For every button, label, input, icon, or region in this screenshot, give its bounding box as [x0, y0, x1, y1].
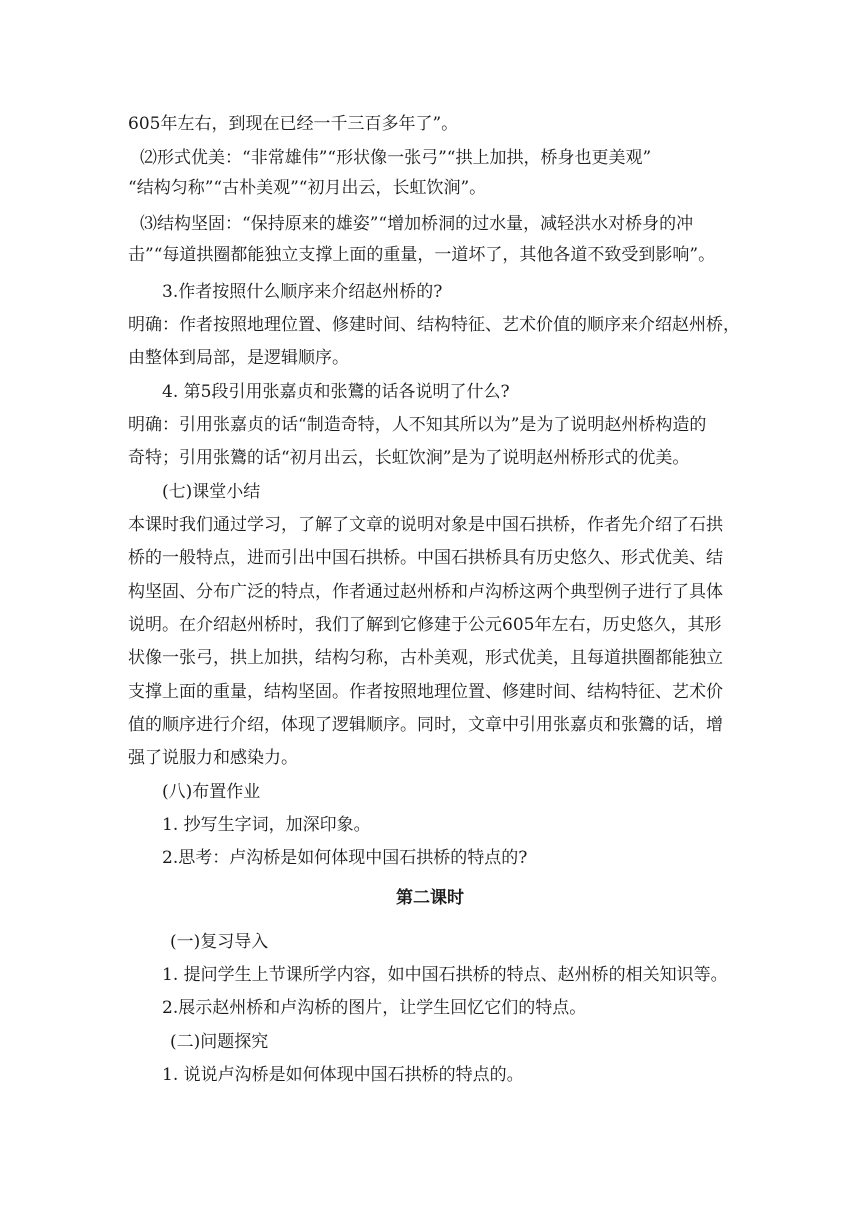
text-line: 说明。在介绍赵州桥时，我们了解到它修建于公元605年左右，历史悠久，其形	[128, 615, 722, 635]
text-line: 构坚固、分布广泛的特点，作者通过赵州桥和卢沟桥这两个典型例子进行了具体	[128, 582, 723, 602]
section-heading: (二)问题探究	[170, 1032, 269, 1052]
text-line: 奇特；引用张鷟的话“初月出云，长虹饮涧”是为了说明赵州桥形式的优美。	[128, 448, 690, 468]
text-line: “结构匀称”“古朴美观”“初月出云，长虹饮涧”。	[128, 178, 487, 198]
text-line: 击”“每道拱圈都能独立支撑上面的重量，一道坏了，其他各道不致受到影响”。	[128, 245, 716, 265]
lesson-title: 第二课时	[396, 888, 464, 908]
section-heading: (八)布置作业	[162, 782, 261, 802]
list-item: 1. 抄写生字词，加深印象。	[162, 815, 371, 835]
text-line: 状像一张弓，拱上加拱，结构匀称，古朴美观，形式优美，且每道拱圈都能独立	[128, 648, 723, 668]
list-item: 1. 说说卢沟桥是如何体现中国石拱桥的特点的。	[162, 1065, 524, 1085]
text-line: ⑶结构坚固：“保持原来的雄姿”“增加桥洞的过水量，减轻洪水对桥身的冲	[140, 214, 694, 234]
section-heading: (一)复习导入	[170, 932, 269, 952]
text-line: 强了说服力和感染力。	[128, 748, 298, 768]
text-line: 605年左右，到现在已经一千三百多年了”。	[128, 114, 459, 134]
text-line: ⑵形式优美：“非常雄伟”“形状像一张弓”“拱上加拱，桥身也更美观”	[140, 148, 652, 168]
list-item: 2.思考：卢沟桥是如何体现中国石拱桥的特点的?	[162, 848, 528, 868]
text-line: 值的顺序进行介绍，体现了逻辑顺序。同时，文章中引用张嘉贞和张鷟的话，增	[128, 715, 723, 735]
text-line: 明确：作者按照地理位置、修建时间、结构特征、艺术价值的顺序来介绍赵州桥，	[128, 315, 740, 335]
question-heading: 4. 第5段引用张嘉贞和张鷟的话各说明了什么?	[162, 382, 510, 402]
text-line: 本课时我们通过学习，了解了文章的说明对象是中国石拱桥，作者先介绍了石拱	[128, 515, 723, 535]
text-line: 支撑上面的重量，结构坚固。作者按照地理位置、修建时间、结构特征、艺术价	[128, 682, 723, 702]
question-heading: 3.作者按照什么顺序来介绍赵州桥的?	[162, 282, 443, 302]
text-line: 桥的一般特点，进而引出中国石拱桥。中国石拱桥具有历史悠久、形式优美、结	[128, 548, 723, 568]
text-line: 由整体到局部，是逻辑顺序。	[128, 348, 349, 368]
text-line: 明确：引用张嘉贞的话“制造奇特，人不知其所以为”是为了说明赵州桥构造的	[128, 415, 707, 435]
list-item: 2.展示赵州桥和卢沟桥的图片，让学生回忆它们的特点。	[162, 998, 587, 1018]
list-item: 1. 提问学生上节课所学内容，如中国石拱桥的特点、赵州桥的相关知识等。	[162, 965, 728, 985]
section-heading: (七)课堂小结	[162, 482, 261, 502]
